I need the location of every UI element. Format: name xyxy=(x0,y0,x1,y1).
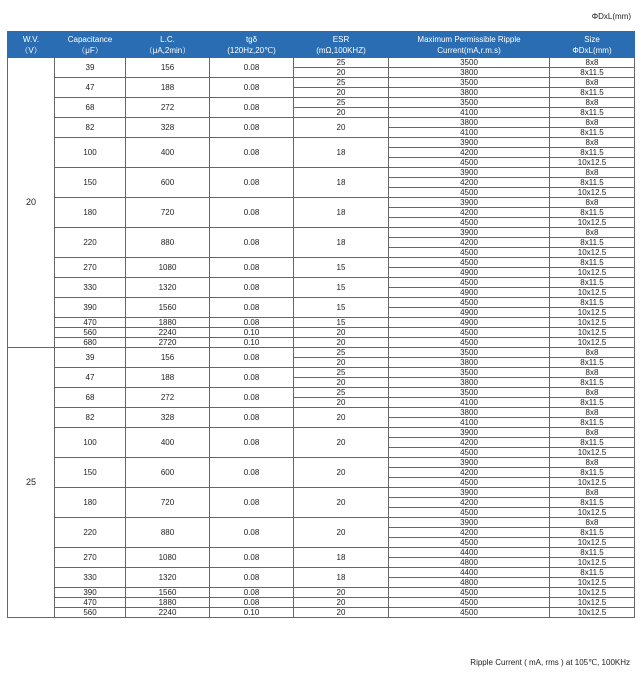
esr-cell: 20 xyxy=(294,598,389,608)
ripple-cell: 4200 xyxy=(389,148,550,158)
size-cell: 8x8 xyxy=(550,458,635,468)
ripple-cell: 4100 xyxy=(389,418,550,428)
esr-cell: 20 xyxy=(294,408,389,428)
esr-cell: 20 xyxy=(294,488,389,518)
header-lc: L.C. （μA,2min） xyxy=(126,32,210,58)
esr-cell: 18 xyxy=(294,548,389,568)
table-row xyxy=(8,488,635,498)
size-cell: 8x8 xyxy=(550,348,635,358)
esr-cell: 15 xyxy=(294,318,389,328)
esr-cell: 20 xyxy=(294,458,389,488)
table-row xyxy=(8,258,635,268)
ripple-cell: 4500 xyxy=(389,328,550,338)
size-cell: 8x11.5 xyxy=(550,108,635,118)
esr-cell: 15 xyxy=(294,298,389,318)
size-cell: 8x8 xyxy=(550,168,635,178)
leakage-current-cell: 328 xyxy=(126,408,210,428)
table-row xyxy=(8,318,635,328)
capacitance-cell: 82 xyxy=(55,118,126,138)
esr-cell: 20 xyxy=(294,338,389,348)
leakage-current-cell: 600 xyxy=(126,168,210,198)
esr-cell: 20 xyxy=(294,378,389,388)
leakage-current-cell: 880 xyxy=(126,228,210,258)
size-cell: 10x12.5 xyxy=(550,188,635,198)
tg-delta-cell: 0.08 xyxy=(210,588,294,598)
size-cell: 10x12.5 xyxy=(550,328,635,338)
size-cell: 10x12.5 xyxy=(550,158,635,168)
size-cell: 10x12.5 xyxy=(550,478,635,488)
capacitance-cell: 39 xyxy=(55,58,126,78)
size-cell: 10x12.5 xyxy=(550,338,635,348)
size-cell: 10x12.5 xyxy=(550,588,635,598)
footnote: Ripple Current ( mA, rms ) at 105℃, 100KHz xyxy=(470,658,630,667)
ripple-cell: 3900 xyxy=(389,198,550,208)
ripple-cell: 4200 xyxy=(389,468,550,478)
leakage-current-cell: 156 xyxy=(126,348,210,368)
ripple-cell: 4500 xyxy=(389,248,550,258)
tg-delta-cell: 0.08 xyxy=(210,278,294,298)
ripple-cell: 4800 xyxy=(389,558,550,568)
header-wv: W.V. （V） xyxy=(8,32,55,58)
esr-cell: 20 xyxy=(294,518,389,548)
ripple-cell: 4900 xyxy=(389,318,550,328)
esr-cell: 20 xyxy=(294,328,389,338)
ripple-cell: 4500 xyxy=(389,338,550,348)
ripple-cell: 4100 xyxy=(389,398,550,408)
size-cell: 8x8 xyxy=(550,198,635,208)
esr-cell: 20 xyxy=(294,88,389,98)
size-cell: 10x12.5 xyxy=(550,318,635,328)
size-cell: 10x12.5 xyxy=(550,308,635,318)
leakage-current-cell: 2240 xyxy=(126,328,210,338)
size-cell: 8x11.5 xyxy=(550,278,635,288)
ripple-cell: 4500 xyxy=(389,538,550,548)
size-cell: 10x12.5 xyxy=(550,508,635,518)
ripple-cell: 4200 xyxy=(389,238,550,248)
header-capacitance: Capacitance （μF） xyxy=(55,32,126,58)
leakage-current-cell: 2720 xyxy=(126,338,210,348)
leakage-current-cell: 1560 xyxy=(126,298,210,318)
capacitance-cell: 82 xyxy=(55,408,126,428)
esr-cell: 18 xyxy=(294,198,389,228)
tg-delta-cell: 0.10 xyxy=(210,608,294,618)
ripple-cell: 3800 xyxy=(389,88,550,98)
size-cell: 8x11.5 xyxy=(550,498,635,508)
capacitance-cell: 180 xyxy=(55,198,126,228)
esr-cell: 25 xyxy=(294,58,389,68)
esr-cell: 20 xyxy=(294,118,389,138)
size-cell: 10x12.5 xyxy=(550,558,635,568)
size-cell: 10x12.5 xyxy=(550,598,635,608)
esr-cell: 18 xyxy=(294,228,389,258)
esr-cell: 25 xyxy=(294,388,389,398)
capacitance-cell: 470 xyxy=(55,318,126,328)
capacitance-cell: 390 xyxy=(55,588,126,598)
ripple-cell: 3500 xyxy=(389,58,550,68)
capacitance-cell: 560 xyxy=(55,328,126,338)
header-tg: tgδ (120Hz,20℃) xyxy=(210,32,294,58)
ripple-cell: 4500 xyxy=(389,258,550,268)
ripple-cell: 4500 xyxy=(389,448,550,458)
size-cell: 8x8 xyxy=(550,118,635,128)
esr-cell: 25 xyxy=(294,348,389,358)
esr-cell: 20 xyxy=(294,588,389,598)
esr-cell: 18 xyxy=(294,568,389,588)
ripple-cell: 3800 xyxy=(389,118,550,128)
size-cell: 8x11.5 xyxy=(550,128,635,138)
table-row xyxy=(8,568,635,578)
tg-delta-cell: 0.08 xyxy=(210,228,294,258)
size-cell: 8x8 xyxy=(550,58,635,68)
tg-delta-cell: 0.08 xyxy=(210,518,294,548)
tg-delta-cell: 0.08 xyxy=(210,258,294,278)
capacitance-cell: 39 xyxy=(55,348,126,368)
table-row xyxy=(8,428,635,438)
table-row xyxy=(8,368,635,378)
capacitance-cell: 180 xyxy=(55,488,126,518)
table-row xyxy=(8,328,635,338)
size-cell: 8x8 xyxy=(550,388,635,398)
ripple-cell: 4500 xyxy=(389,158,550,168)
esr-cell: 20 xyxy=(294,108,389,118)
esr-cell: 15 xyxy=(294,258,389,278)
tg-delta-cell: 0.10 xyxy=(210,338,294,348)
size-cell: 8x11.5 xyxy=(550,438,635,448)
capacitance-cell: 470 xyxy=(55,598,126,608)
tg-delta-cell: 0.08 xyxy=(210,98,294,118)
capacitance-cell: 100 xyxy=(55,428,126,458)
table-row xyxy=(8,228,635,238)
ripple-cell: 3900 xyxy=(389,138,550,148)
capacitance-cell: 150 xyxy=(55,168,126,198)
capacitance-cell: 390 xyxy=(55,298,126,318)
tg-delta-cell: 0.08 xyxy=(210,348,294,368)
ripple-cell: 4900 xyxy=(389,288,550,298)
ripple-cell: 3500 xyxy=(389,98,550,108)
table-row xyxy=(8,598,635,608)
size-cell: 10x12.5 xyxy=(550,248,635,258)
size-cell: 8x8 xyxy=(550,138,635,148)
esr-cell: 20 xyxy=(294,68,389,78)
ripple-cell: 3800 xyxy=(389,68,550,78)
tg-delta-cell: 0.08 xyxy=(210,458,294,488)
ripple-cell: 4200 xyxy=(389,498,550,508)
size-cell: 8x11.5 xyxy=(550,298,635,308)
ripple-cell: 4900 xyxy=(389,268,550,278)
tg-delta-cell: 0.08 xyxy=(210,388,294,408)
leakage-current-cell: 1080 xyxy=(126,258,210,278)
unit-note: ΦDxL(mm) xyxy=(591,12,631,21)
size-cell: 8x11.5 xyxy=(550,68,635,78)
size-cell: 8x11.5 xyxy=(550,258,635,268)
capacitance-cell: 47 xyxy=(55,368,126,388)
ripple-cell: 4800 xyxy=(389,578,550,588)
ripple-cell: 4200 xyxy=(389,528,550,538)
esr-cell: 18 xyxy=(294,168,389,198)
tg-delta-cell: 0.08 xyxy=(210,198,294,228)
ripple-cell: 3500 xyxy=(389,368,550,378)
capacitance-cell: 150 xyxy=(55,458,126,488)
size-cell: 10x12.5 xyxy=(550,268,635,278)
size-cell: 8x11.5 xyxy=(550,468,635,478)
table-row xyxy=(8,138,635,148)
size-cell: 8x8 xyxy=(550,518,635,528)
leakage-current-cell: 1320 xyxy=(126,278,210,298)
tg-delta-cell: 0.08 xyxy=(210,488,294,518)
ripple-cell: 4400 xyxy=(389,548,550,558)
size-cell: 8x8 xyxy=(550,408,635,418)
leakage-current-cell: 2240 xyxy=(126,608,210,618)
ripple-cell: 4500 xyxy=(389,218,550,228)
tg-delta-cell: 0.08 xyxy=(210,598,294,608)
leakage-current-cell: 1560 xyxy=(126,588,210,598)
ripple-cell: 3900 xyxy=(389,458,550,468)
ripple-cell: 4200 xyxy=(389,178,550,188)
capacitance-cell: 330 xyxy=(55,568,126,588)
ripple-cell: 4500 xyxy=(389,298,550,308)
esr-cell: 18 xyxy=(294,138,389,168)
ripple-cell: 3900 xyxy=(389,228,550,238)
size-cell: 8x11.5 xyxy=(550,88,635,98)
size-cell: 8x8 xyxy=(550,368,635,378)
capacitance-cell: 47 xyxy=(55,78,126,98)
ripple-cell: 4500 xyxy=(389,188,550,198)
leakage-current-cell: 156 xyxy=(126,58,210,78)
table-row xyxy=(8,278,635,288)
size-cell: 8x11.5 xyxy=(550,528,635,538)
tg-delta-cell: 0.08 xyxy=(210,118,294,138)
leakage-current-cell: 400 xyxy=(126,428,210,458)
leakage-current-cell: 720 xyxy=(126,198,210,228)
ripple-cell: 4200 xyxy=(389,208,550,218)
tg-delta-cell: 0.08 xyxy=(210,78,294,98)
wv-cell: 20 xyxy=(8,58,55,348)
table-row xyxy=(8,198,635,208)
esr-cell: 15 xyxy=(294,278,389,298)
size-cell: 8x8 xyxy=(550,428,635,438)
size-cell: 8x11.5 xyxy=(550,178,635,188)
size-cell: 8x11.5 xyxy=(550,568,635,578)
size-cell: 10x12.5 xyxy=(550,608,635,618)
table-row xyxy=(8,408,635,418)
ripple-cell: 4400 xyxy=(389,568,550,578)
esr-cell: 20 xyxy=(294,358,389,368)
leakage-current-cell: 600 xyxy=(126,458,210,488)
spec-table xyxy=(7,31,635,618)
wv-cell: 25 xyxy=(8,348,55,618)
size-cell: 10x12.5 xyxy=(550,578,635,588)
table-row xyxy=(8,348,635,358)
ripple-cell: 3900 xyxy=(389,518,550,528)
size-cell: 8x8 xyxy=(550,78,635,88)
table-row xyxy=(8,518,635,528)
leakage-current-cell: 1880 xyxy=(126,318,210,328)
tg-delta-cell: 0.08 xyxy=(210,368,294,388)
size-cell: 8x11.5 xyxy=(550,208,635,218)
table-row xyxy=(8,388,635,398)
table-row xyxy=(8,338,635,348)
tg-delta-cell: 0.10 xyxy=(210,328,294,338)
ripple-cell: 4500 xyxy=(389,588,550,598)
size-cell: 8x11.5 xyxy=(550,418,635,428)
esr-cell: 20 xyxy=(294,608,389,618)
table-body xyxy=(8,58,635,618)
size-cell: 8x11.5 xyxy=(550,548,635,558)
size-cell: 8x11.5 xyxy=(550,148,635,158)
tg-delta-cell: 0.08 xyxy=(210,428,294,458)
tg-delta-cell: 0.08 xyxy=(210,138,294,168)
ripple-cell: 4100 xyxy=(389,108,550,118)
capacitance-cell: 270 xyxy=(55,258,126,278)
ripple-cell: 3900 xyxy=(389,168,550,178)
esr-cell: 20 xyxy=(294,398,389,408)
leakage-current-cell: 272 xyxy=(126,388,210,408)
ripple-cell: 4500 xyxy=(389,608,550,618)
esr-cell: 25 xyxy=(294,78,389,88)
header-size: Size ΦDxL(mm) xyxy=(550,32,635,58)
table-row xyxy=(8,168,635,178)
table-header xyxy=(8,32,635,58)
tg-delta-cell: 0.08 xyxy=(210,168,294,198)
capacitance-cell: 330 xyxy=(55,278,126,298)
size-cell: 8x8 xyxy=(550,228,635,238)
size-cell: 8x8 xyxy=(550,98,635,108)
tg-delta-cell: 0.08 xyxy=(210,568,294,588)
size-cell: 10x12.5 xyxy=(550,448,635,458)
ripple-cell: 4500 xyxy=(389,278,550,288)
size-cell: 8x8 xyxy=(550,488,635,498)
table-row xyxy=(8,78,635,88)
capacitance-cell: 100 xyxy=(55,138,126,168)
leakage-current-cell: 1880 xyxy=(126,598,210,608)
table-row xyxy=(8,548,635,558)
ripple-cell: 3500 xyxy=(389,78,550,88)
tg-delta-cell: 0.08 xyxy=(210,548,294,568)
ripple-cell: 3900 xyxy=(389,428,550,438)
esr-cell: 25 xyxy=(294,98,389,108)
capacitance-cell: 68 xyxy=(55,388,126,408)
leakage-current-cell: 880 xyxy=(126,518,210,548)
header-esr: ESR (mΩ,100KHZ) xyxy=(294,32,389,58)
size-cell: 8x11.5 xyxy=(550,398,635,408)
ripple-cell: 4100 xyxy=(389,128,550,138)
ripple-cell: 3900 xyxy=(389,488,550,498)
ripple-cell: 3800 xyxy=(389,378,550,388)
ripple-cell: 3800 xyxy=(389,358,550,368)
capacitance-cell: 270 xyxy=(55,548,126,568)
leakage-current-cell: 400 xyxy=(126,138,210,168)
size-cell: 10x12.5 xyxy=(550,218,635,228)
ripple-cell: 4500 xyxy=(389,508,550,518)
ripple-cell: 3500 xyxy=(389,348,550,358)
ripple-cell: 3500 xyxy=(389,388,550,398)
tg-delta-cell: 0.08 xyxy=(210,58,294,78)
size-cell: 8x11.5 xyxy=(550,358,635,368)
leakage-current-cell: 188 xyxy=(126,78,210,98)
esr-cell: 25 xyxy=(294,368,389,378)
size-cell: 8x11.5 xyxy=(550,238,635,248)
ripple-cell: 4500 xyxy=(389,478,550,488)
table-row xyxy=(8,588,635,598)
capacitance-cell: 220 xyxy=(55,228,126,258)
table-row xyxy=(8,458,635,468)
size-cell: 10x12.5 xyxy=(550,538,635,548)
capacitance-cell: 560 xyxy=(55,608,126,618)
capacitance-cell: 68 xyxy=(55,98,126,118)
ripple-cell: 4500 xyxy=(389,598,550,608)
ripple-cell: 3800 xyxy=(389,408,550,418)
tg-delta-cell: 0.08 xyxy=(210,408,294,428)
capacitance-cell: 680 xyxy=(55,338,126,348)
ripple-cell: 4900 xyxy=(389,308,550,318)
leakage-current-cell: 1320 xyxy=(126,568,210,588)
ripple-cell: 4200 xyxy=(389,438,550,448)
table-row xyxy=(8,298,635,308)
leakage-current-cell: 272 xyxy=(126,98,210,118)
leakage-current-cell: 188 xyxy=(126,368,210,388)
capacitance-cell: 220 xyxy=(55,518,126,548)
table-row xyxy=(8,118,635,128)
leakage-current-cell: 328 xyxy=(126,118,210,138)
tg-delta-cell: 0.08 xyxy=(210,318,294,328)
header-ripple: Maximum Permissible Ripple Current(mA,r.m.s) xyxy=(389,32,550,58)
table-row xyxy=(8,98,635,108)
table-row xyxy=(8,608,635,618)
table-row xyxy=(8,58,635,68)
leakage-current-cell: 720 xyxy=(126,488,210,518)
tg-delta-cell: 0.08 xyxy=(210,298,294,318)
leakage-current-cell: 1080 xyxy=(126,548,210,568)
esr-cell: 20 xyxy=(294,428,389,458)
size-cell: 10x12.5 xyxy=(550,288,635,298)
size-cell: 8x11.5 xyxy=(550,378,635,388)
